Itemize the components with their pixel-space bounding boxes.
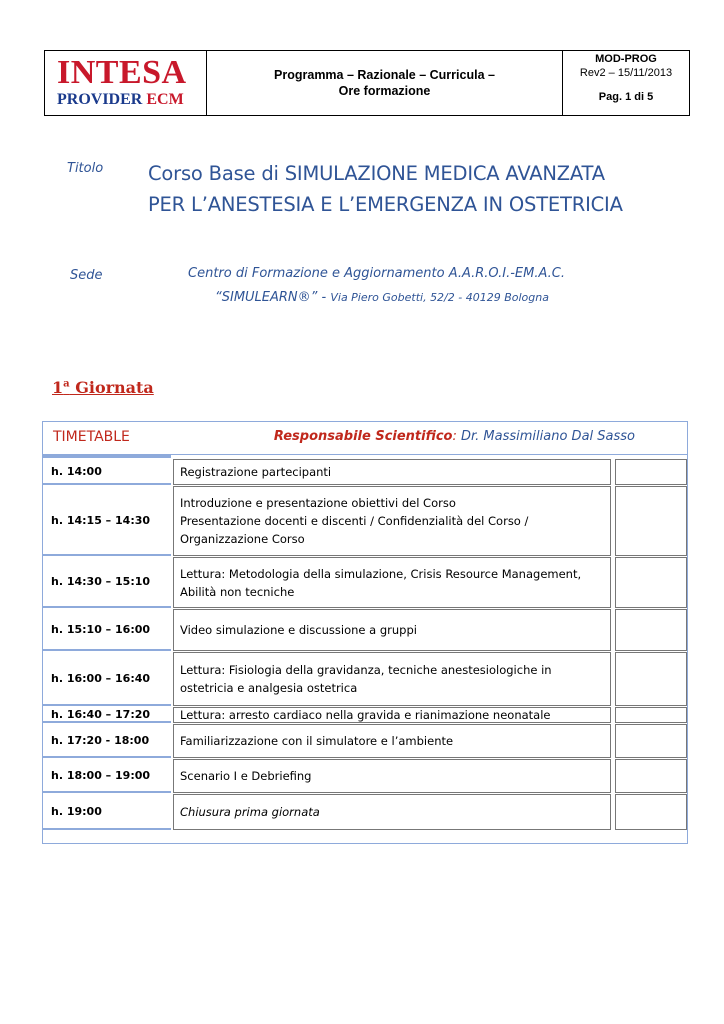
row-description [173,724,611,758]
row-description-line: Chiusura prima giornata [180,805,320,819]
timetable-header [43,422,687,455]
timetable-divider [43,455,171,458]
day-ordinal: a [63,378,70,390]
timetable-row [43,794,687,830]
document-title [207,51,563,115]
row-empty-cell [615,609,687,651]
scientific-responsible [274,429,635,444]
resp-colon: : [452,429,461,444]
row-description-line: Introduzione e presentazione obiettivi del Corso [180,496,456,510]
sede-label: Sede [70,268,103,283]
course-title-line2: PER L’ANESTESIA E L’EMERGENZA IN OSTETRICIA [148,193,623,216]
timetable-row [43,609,687,651]
row-time: h. 16:40 – 17:20 [43,707,171,723]
row-empty-cell [615,707,687,723]
intesa-logo [45,51,207,115]
row-description-line: Registrazione partecipanti [180,465,332,479]
row-empty-cell [615,459,687,485]
logo-provider: PROVIDER [57,91,143,108]
sede-venue: Centro di Formazione e Aggiornamento A.A.R.O.I.-EM.A.C. [188,266,565,281]
row-time: h. 14:30 – 15:10 [43,557,171,608]
row-description [173,652,611,706]
page-number: Pag. 1 di 5 [598,91,654,103]
row-time: h. 19:00 [43,794,171,830]
row-time: h. 16:00 – 16:40 [43,652,171,706]
day-label: Giornata [69,378,154,397]
resp-name: Dr. Massimiliano Dal Sasso [461,429,635,444]
row-description [173,486,611,556]
row-description-line: Familiarizzazione con il simulatore e l’ambiente [180,734,454,748]
sede-address-line [215,290,549,305]
logo-subtitle [57,91,184,109]
document-meta [563,51,689,115]
course-title-line1: Corso Base di SIMULAZIONE MEDICA AVANZATA [148,162,605,185]
row-description-line: Lettura: Metodologia della simulazione, Crisis Resource Management, [180,566,582,581]
timetable-row [43,759,687,793]
row-description-line: Scenario I e Debriefing [180,769,312,783]
row-empty-cell [615,486,687,556]
timetable-row [43,652,687,706]
title-label: Titolo [67,161,104,176]
document-header [44,50,690,116]
row-description-line: Lettura: Fisiologia della gravidanza, tecniche anestesiologiche in [180,663,552,677]
document-title-line1: Programma – Razionale – Curricula – [274,68,495,82]
module-code: MOD-PROG [595,53,657,65]
row-description [173,794,611,830]
revision: Rev2 – 15/11/2013 [579,67,673,79]
document-title-line2: Ore formazione [338,84,431,98]
row-empty-cell [615,759,687,793]
day-heading [52,378,154,397]
timetable-row [43,557,687,608]
logo-ecm: ECM [146,91,184,108]
timetable-row [43,459,687,485]
row-description-line: Presentazione docenti e discenti / Confidenzialità del Corso / [180,514,529,528]
row-description-line: Video simulazione e discussione a gruppi [180,623,417,637]
row-empty-cell [615,724,687,758]
resp-label: Responsabile Scientifico [273,429,453,444]
sede-name: “SIMULEARN®” - [215,290,331,305]
timetable-row [43,707,687,723]
day-number: 1 [52,378,64,397]
row-time: h. 14:15 – 14:30 [43,486,171,556]
row-description-line: Organizzazione Corso [180,532,305,546]
row-time: h. 15:10 – 16:00 [43,609,171,651]
timetable-title: TIMETABLE [53,429,130,445]
row-empty-cell [615,652,687,706]
course-title [148,158,623,220]
row-description-line: Lettura: arresto cardiaco nella gravida e rianimazione neonatale [180,708,551,722]
timetable-row [43,724,687,758]
row-time: h. 18:00 – 19:00 [43,759,171,793]
row-description-line: ostetricia e analgesia ostetrica [180,681,358,695]
row-empty-cell [615,794,687,830]
row-description-line: Abilità non tecniche [180,584,295,599]
timetable [42,421,688,844]
row-time: h. 17:20 - 18:00 [43,724,171,758]
row-description [173,609,611,651]
row-description [173,707,611,723]
sede-address: Via Piero Gobetti, 52/2 - 40129 Bologna [330,291,549,304]
row-time: h. 14:00 [43,459,171,485]
logo-text: INTESA [57,54,187,91]
row-description [173,557,611,608]
timetable-row [43,486,687,556]
row-description [173,459,611,485]
row-empty-cell [615,557,687,608]
row-description [173,759,611,793]
